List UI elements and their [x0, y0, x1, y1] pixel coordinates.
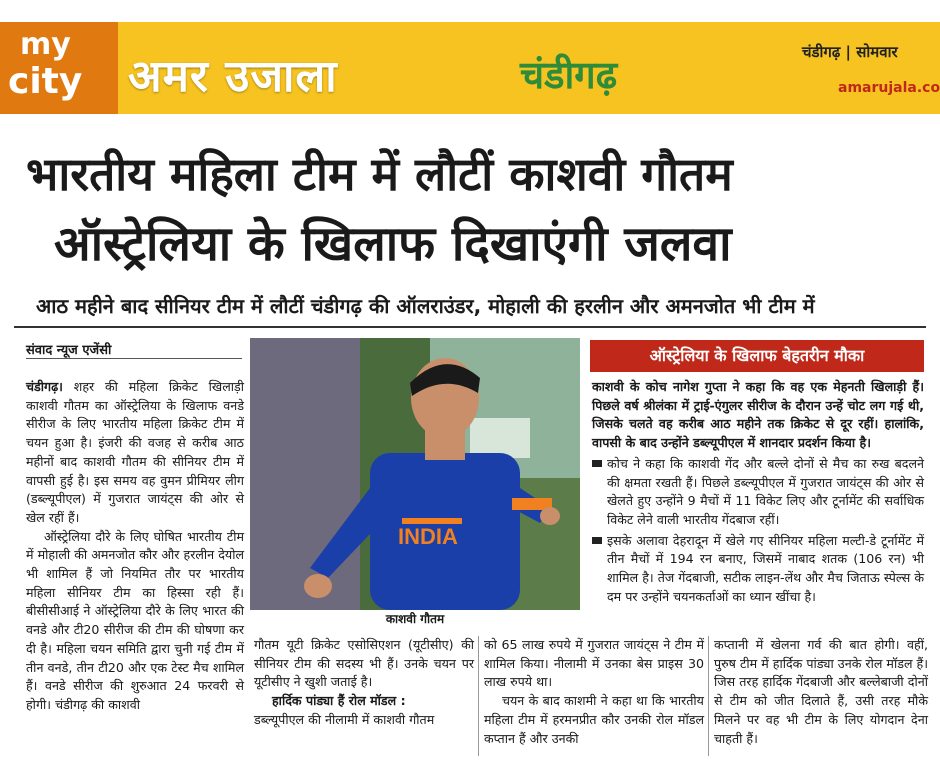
article-column-1 — [26, 378, 244, 715]
mycity-logo-bottom: city — [8, 61, 83, 102]
sidebar-bullet — [592, 455, 924, 530]
column-divider — [478, 636, 479, 756]
player-photo-illustration — [250, 338, 580, 610]
headline-line-2: ऑस्ट्रेलिया के खिलाफ दिखाएंगी जलवा — [54, 216, 732, 272]
player-photo — [250, 338, 580, 610]
edition-city: चंडीगढ़ — [520, 53, 618, 97]
article-column-2 — [254, 636, 474, 730]
bullet-square-icon — [592, 460, 602, 467]
dateline: चंडीगढ़ | सोमवार — [802, 43, 898, 61]
article-column-4 — [714, 636, 928, 748]
photo-caption: काशवी गौतम — [385, 612, 445, 626]
paragraph: को 65 लाख रुपये में गुजरात जायंट्स ने टीम में शामिल किया। नीलामी में उनका बेस प्राइस 30 लाख रुपये था। — [484, 637, 704, 690]
mycity-logo-top: my — [20, 27, 71, 62]
sidebar-bullet-text: इसके अलावा देहरादून में खेले गए सीनियर महिला मल्टी-डे टूर्नामेंट में तीन मैचों में 194 रन बनाए, जिसमें नाबाद शतक (106 रन) भी शामिल है। तेज गेंदबाजी, सटीक लाइन-लेंथ और मैच जिताऊ स्पेल्स के दम पर उन्होंने चयनकर्ताओं का ध्यान खींचा है। — [607, 532, 924, 604]
sidebar-bullet-text: कोच ने कहा कि काशवी गेंद और बल्ले दोनों से मैच का रुख बदलने की क्षमता रखती हैं। पिछले डब्ल्यूपीएल में गुजरात जायंट्स की ओर से खेलते हुए उन्होंने 9 मैचों में 11 विकेट लिए और टूर्नामेंट की सर्वाधिक विकेट लेने वाली भारतीय गेंदबाज रहीं। — [607, 455, 924, 527]
paragraph: गौतम यूटी क्रिकेट एसोसिएशन (यूटीसीए) की सीनियर टीम की सदस्य भी हैं। उनके चयन पर यूटीसीए ने खुशी जताई है। — [254, 637, 474, 690]
jersey-text: INDIA — [398, 524, 458, 549]
mycity-logo — [0, 22, 118, 114]
sidebar-bullet — [592, 532, 924, 607]
paragraph: चयन के बाद काशमी ने कहा था कि भारतीय महिला टीम में हरमनप्रीत कौर उनकी रोल मॉडल कप्तान हैं और उनकी — [484, 693, 704, 746]
column-divider — [708, 636, 709, 756]
paragraph: कप्तानी में खेलना गर्व की बात होगी। वहीं, पुरुष टीम में हार्दिक पांड्या उनके रोल मॉडल हैं। जिस तरह हार्दिक गेंदबाजी और बल्लेबाजी दोनों से टीम को जीत दिलाते हैं, उसी तरह मौके मिलने पर वह भी टीम के लिए योगदान देना चाहती हैं। — [714, 637, 928, 746]
sidebar-title: ऑस्ट्रेलिया के खिलाफ बेहतरीन मौका — [590, 340, 924, 372]
headline-line-1: भारतीय महिला टीम में लौटीं काशवी गौतम — [26, 147, 733, 201]
site-url: amarujala.co — [838, 80, 940, 96]
divider — [14, 326, 926, 328]
byline: संवाद न्यूज एजेंसी — [26, 343, 112, 358]
subheadline: आठ महीने बाद सीनियर टीम में लौटीं चंडीगढ़ की ऑलराउंडर, मोहाली की हरलीन और अमनजोत भी टीम में — [36, 294, 815, 318]
dateline-lead: चंडीगढ़। — [26, 379, 63, 394]
paragraph: ऑस्ट्रेलिया दौरे के लिए घोषित भारतीय टीम में मोहाली की अमनजोत कौर और हरलीन देयोल भी शामिल हैं जो नियमित तौर पर भारतीय महिला सीनियर टीम का हिस्सा रही हैं। बीसीसीआई ने ऑस्ट्रेलिया दौरे के लिए भारत की वनडे और टी20 सीरीज की टीम की घोषणा कर दी है। महिला चयन समिति द्वारा चुनी गई टीम में तीन वनडे, तीन टी20 और एक टेस्ट मैच शामिल हैं। वनडे सीरीज की शुरुआत 24 फरवरी से होगी। चंडीगढ़ की काशवी — [26, 528, 244, 712]
paragraph: डब्ल्यूपीएल की नीलामी में काशवी गौतम — [254, 711, 435, 727]
article-column-3 — [484, 636, 704, 748]
brand-name: अमर उजाला — [128, 51, 338, 102]
sidebar-box — [592, 378, 924, 606]
byline-divider — [26, 358, 242, 359]
paragraph: शहर की महिला क्रिकेट खिलाड़ी काशवी गौतम का ऑस्ट्रेलिया के खिलाफ वनडे सीरीज के लिए भारतीय महिला क्रिकेट टीम में चयन हुआ है। इंजरी की वजह से करीब आठ महीनों बाद काशवी गौतम की सीनियर टीम में वापसी हुई है। इस समय वह वुमन प्रीमियर लीग (डब्ल्यूपीएल) में गुजरात जायंट्स की ओर से खेल रहीं हैं। — [26, 379, 244, 525]
sidebar-intro: काशवी के कोच नागेश गुप्ता ने कहा कि वह एक मेहनती खिलाड़ी हैं। पिछले वर्ष श्रीलंका में ट्राई-एंगुलर सीरीज के दौरान उन्हें चोट लग गई थी, जिसके चलते वह करीब आठ महीने तक क्रिकेट से दूर रहीं। हालांकि, वापसी के बाद उन्होंने डब्ल्यूपीएल में शानदार प्रदर्शन किया है। — [592, 379, 924, 451]
section-subheading: हार्दिक पांड्या हैं रोल मॉडल : — [272, 693, 406, 709]
bullet-square-icon — [592, 537, 602, 544]
